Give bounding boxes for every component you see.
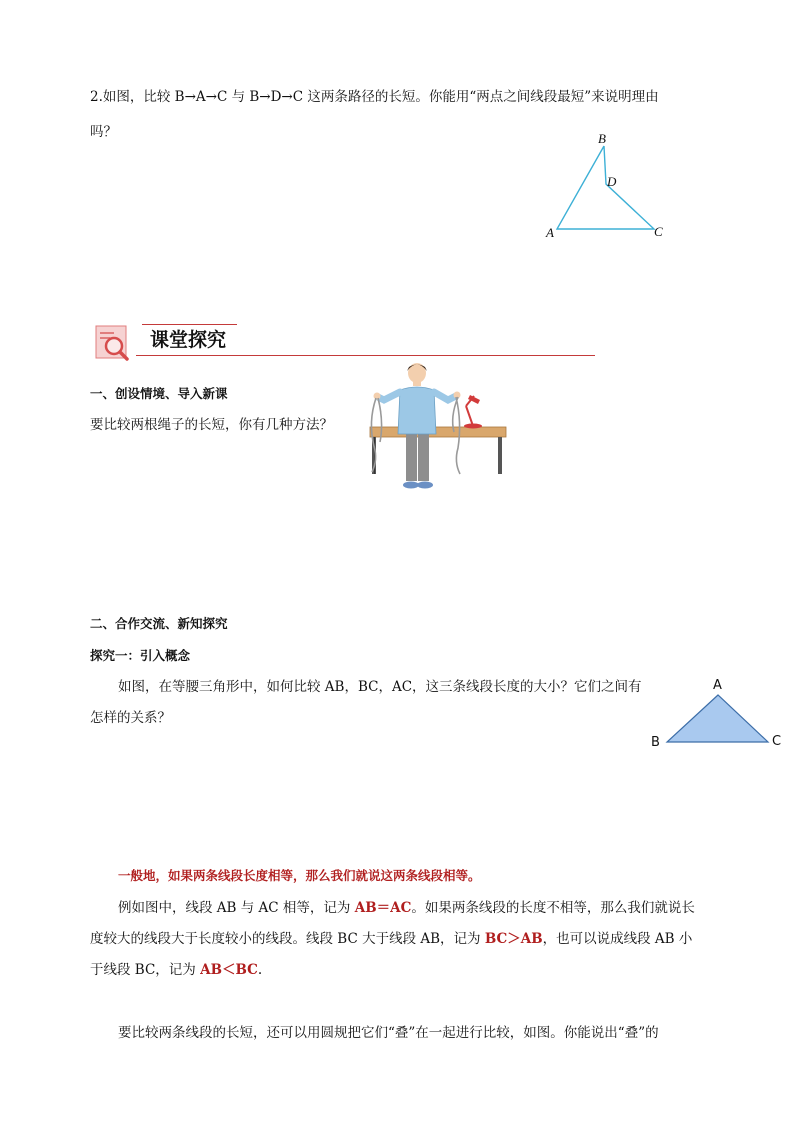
compass-comparison-line: 要比较两条线段的长短，还可以用圆规把它们“叠”在一起进行比较，如图。你能说出“叠”的 — [118, 1025, 659, 1041]
notation-ab-equals-ac: AB＝AC — [354, 900, 412, 916]
exploration-paragraph-line-1: 如图，在等腰三角形中，如何比较 AB，BC，AC，这三条线段长度的大小？它们之间有 — [118, 679, 642, 695]
example-line-3-text-c: . — [257, 962, 263, 978]
triangle-label-a: A — [713, 678, 722, 693]
triangle-label-c: C — [772, 734, 782, 749]
example-line-1-text-a: 例如图中，线段 AB 与 AC 相等，记为 — [118, 900, 355, 916]
exploration-paragraph-line-2: 怎样的关系？ — [90, 710, 171, 726]
point-label-c: C — [654, 224, 663, 239]
point-label-b: B — [598, 131, 606, 146]
triangle-label-b: B — [651, 735, 660, 750]
boy-with-ropes-illustration — [362, 362, 510, 490]
point-label-d: D — [607, 174, 617, 189]
part-1-heading: 一、创设情境、导入新课 — [90, 386, 228, 401]
example-line-3 — [90, 964, 262, 978]
section-title: 课堂探究 — [150, 329, 227, 351]
part-1-question: 要比较两根绳子的长短，你有几种方法？ — [90, 417, 333, 433]
part-2-heading: 二、合作交流、新知探究 — [90, 616, 228, 631]
example-line-2-text-c: ，也可以说成线段 AB 小 — [542, 931, 693, 947]
point-label-a: A — [546, 225, 554, 240]
section-title-top-rule — [142, 324, 237, 325]
notation-bc-greater-ab: BC＞AB — [484, 931, 543, 947]
question-2-line-2: 吗？ — [90, 124, 117, 140]
example-line-2-text-a: 度较大的线段大于长度较小的线段。线段 BC 大于线段 AB，记为 — [90, 931, 485, 947]
question-2-line-1: 2.如图，比较 B→A→C 与 B→D→C 这两条路径的长短。你能用“两点之间线段最短”来说明理由 — [90, 89, 659, 105]
example-line-1 — [118, 902, 695, 916]
notation-ab-less-bc: AB＜BC — [200, 962, 258, 978]
example-line-1-text-c: 。如果两条线段的长度不相等，那么我们就说长 — [411, 900, 695, 916]
example-line-3-text-a: 于线段 BC，记为 — [90, 962, 201, 978]
magnifier-icon — [94, 324, 132, 362]
example-line-2 — [90, 933, 692, 947]
section-title-underline — [136, 355, 595, 356]
isosceles-triangle-figure — [666, 694, 770, 744]
definition-text: 一般地，如果两条线段长度相等，那么我们就说这两条线段相等。 — [118, 868, 481, 883]
exploration-1-heading: 探究一：引入概念 — [90, 648, 191, 663]
